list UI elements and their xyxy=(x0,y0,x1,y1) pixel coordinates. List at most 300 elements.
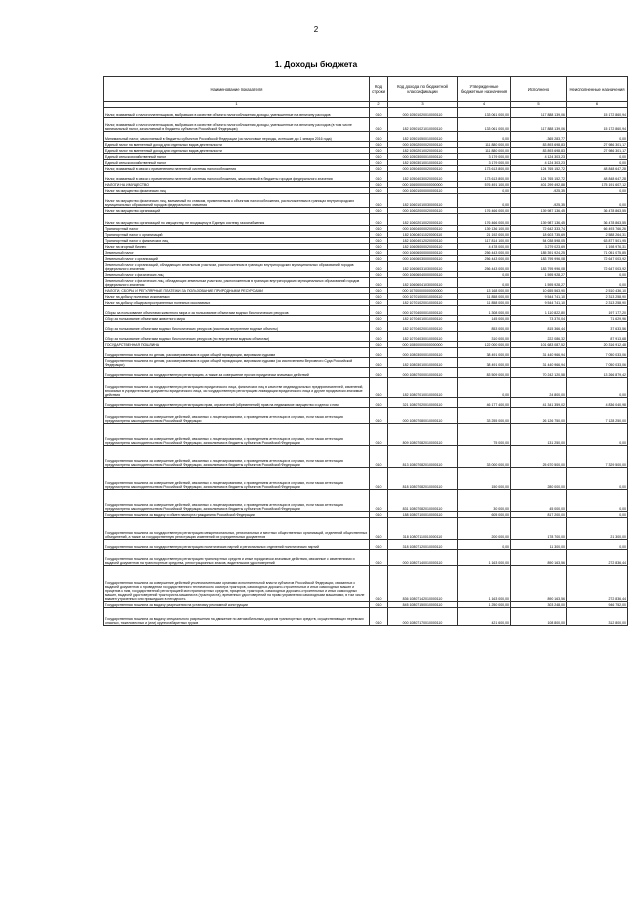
row-executed: 817 200,00 xyxy=(511,512,567,518)
row-executed: -365 283,77 xyxy=(511,132,567,142)
row-budget-code: 182 10704020010000110 xyxy=(388,322,458,332)
row-name: Земельный налог с организаций, обладающих земельным участком, расположенным в границах внутригородских муниципальных образований городов федерального значения xyxy=(104,262,370,272)
row-executed: 24 800,00 xyxy=(511,378,567,398)
row-name: Государственная пошлина за государственную регистрацию прав, ограничений (обременений) прав на недвижимое имущество и сделок с ним xyxy=(104,398,370,408)
row-unexecuted: 21 300,00 xyxy=(567,518,628,540)
table-body xyxy=(104,108,628,626)
row-approved: 1 163 000,00 xyxy=(458,550,511,566)
row-line-code: 010 xyxy=(370,154,388,160)
row-approved: 576 491 100,00 xyxy=(458,182,511,188)
row-budget-code: 000 10602000020000110 xyxy=(388,208,458,214)
row-executed: 117 888 139,06 xyxy=(511,118,567,132)
row-budget-code: 182 10605000020000110 xyxy=(388,244,458,250)
row-budget-code: 000 10606040000000110 xyxy=(388,272,458,278)
row-unexecuted: 175 191 607,12 xyxy=(567,182,628,188)
col-number: 6 xyxy=(567,102,628,108)
row-budget-code: 000 10503000010000110 xyxy=(388,154,458,160)
row-name: Единый налог на вмененный доход для отдельных видов деятельности xyxy=(104,148,370,154)
row-line-code: 010 xyxy=(370,288,388,294)
row-name: Налог на добычу общераспространенных полезных ископаемых xyxy=(104,300,370,306)
row-line-code: 010 xyxy=(370,166,388,172)
row-line-code: 010 xyxy=(370,332,388,342)
row-executed: 25 670 500,00 xyxy=(511,446,567,468)
row-unexecuted: 15 172 860,94 xyxy=(567,108,628,118)
col-number: 2 xyxy=(370,102,388,108)
col-number: 1 xyxy=(104,102,370,108)
row-line-code: 010 xyxy=(370,256,388,262)
row-approved: 38 491 000,00 xyxy=(458,348,511,358)
row-approved: 150 000,00 xyxy=(458,468,511,490)
row-approved: 33 255 000,00 xyxy=(458,408,511,424)
table-row xyxy=(104,424,628,446)
row-line-code: 010 xyxy=(370,378,388,398)
row-line-code: 010 xyxy=(370,550,388,566)
row-approved: 11 858 000,00 xyxy=(458,294,511,300)
row-approved: 0,00 xyxy=(458,272,511,278)
row-unexecuted: 71 629,96 xyxy=(567,316,628,322)
row-line-code: 010 xyxy=(370,188,388,194)
row-executed: 1 110 822,80 xyxy=(511,306,567,316)
row-approved: 33 000 000,00 xyxy=(458,446,511,468)
row-executed: 101 683 087,52 xyxy=(511,342,567,348)
row-line-code: 010 xyxy=(370,132,388,142)
table-row xyxy=(104,408,628,424)
row-name: Государственная пошлина за совершение действий, связанных с лицензированием, с проведением аттестации в случаях, если такая аттестация предусмотрена законодательством Российской Федерации, зачисляемая в бюджеты субъектов Российской Федерации xyxy=(104,446,370,468)
row-name: Государственная пошлина за совершение действий, связанных с лицензированием, с проведением аттестации в случаях, если такая аттестация предусмотрена законодательством Российской Федерации, зачисляемая в бюджеты субъектов Российской Федерации xyxy=(104,424,370,446)
row-executed: 815 366,44 xyxy=(511,322,567,332)
row-name: Государственная пошлина за государственную регистрацию юридического лица, физических лиц в качестве индивидуальных предпринимателей, изменений, вносимых в учредительные документы юридического лица, за государственную регистрацию ликвидации юридического лица и другие юридически значимые действия xyxy=(104,378,370,398)
row-budget-code: 182 10803010010000110 xyxy=(388,358,458,368)
row-budget-code: 000 10502000020000110 xyxy=(388,142,458,148)
row-line-code: 010 xyxy=(370,566,388,602)
row-budget-code: 000 10807080010000110 xyxy=(388,408,458,424)
row-name: Транспортный налог с физических лиц xyxy=(104,238,370,244)
row-executed: 10 655 563,90 xyxy=(511,288,567,294)
row-budget-code: 321 10807020010000110 xyxy=(388,398,458,408)
row-name: Государственная пошлина по делам, рассматриваемым в судах общей юрисдикции, мировыми судьями xyxy=(104,348,370,358)
row-budget-code: 000 10701000010000110 xyxy=(388,294,458,300)
row-line-code: 010 xyxy=(370,518,388,540)
row-name: Государственная пошлина за совершение действий уполномоченными органами исполнительной власти субъектов Российской Федерации, связанных с выдачей документов о проведении государственного технического осмотра тракторов, самоходных дорожно-строительных и иных самоходных машин и прицепов к ним, государственной регистрацией мототранспортных средств, прицепов, тракторов, самоходных дорожно-строительных и иных самоходных машин, выдачей удостоверений тракториста-машиниста (тракториста), временных удостоверений на право управления самоходными машинами, в том числе взамен утраченных или пришедших в негодность xyxy=(104,566,370,602)
row-executed: 72 642 333,74 xyxy=(511,226,567,232)
row-budget-code: 818 10807082010000110 xyxy=(388,468,458,490)
row-name: Налог, взимаемый с налогоплательщиков, выбравших в качестве объекта налогообложения доходы, уменьшенные на величину расходов (в том числе минимальный налог, зачисляемый в бюджеты субъектов Российской Федерации) xyxy=(104,118,370,132)
row-line-code: 010 xyxy=(370,238,388,244)
row-approved: 133 061 000,00 xyxy=(458,108,511,118)
row-unexecuted: 2 313 258,90 xyxy=(567,294,628,300)
table-row xyxy=(104,378,628,398)
row-name: Налог, взимаемый в связи с применением патентной системы налогообложения, зачисляемый в бюджеты городов федерального значения xyxy=(104,172,370,182)
row-unexecuted: 48 848 647,28 xyxy=(567,172,628,182)
row-executed: 890 163,56 xyxy=(511,566,567,602)
row-approved: 1 163 000,00 xyxy=(458,566,511,602)
table-row xyxy=(104,194,628,208)
row-budget-code: 182 10504030020000110 xyxy=(388,172,458,182)
row-line-code: 010 xyxy=(370,608,388,626)
row-executed: 31 440 966,94 xyxy=(511,358,567,368)
row-budget-code: 000 10600000000000000 xyxy=(388,182,458,188)
row-approved: 133 061 000,00 xyxy=(458,118,511,132)
row-line-code: 010 xyxy=(370,244,388,250)
row-executed: 70 242 120,58 xyxy=(511,368,567,378)
row-line-code: 010 xyxy=(370,208,388,214)
row-approved: 13 168 000,00 xyxy=(458,288,511,294)
row-unexecuted: 0,00 xyxy=(567,540,628,550)
col-number: 5 xyxy=(511,102,567,108)
table-row xyxy=(104,446,628,468)
row-name: Государственная пошлина за совершение действий, связанных с лицензированием, с проведением аттестации в случаях, если такая аттестация предусмотрена законодательством Российской Федерации, зачисляемая в бюджеты субъектов Российской Федерации xyxy=(104,468,370,490)
row-name: Сборы за пользование объектами животного мира и за пользование объектами водных биологических ресурсов xyxy=(104,306,370,316)
row-unexecuted: 0,00 xyxy=(567,468,628,490)
row-executed: 185 391 924,25 xyxy=(511,250,567,256)
row-executed: 303 248,00 xyxy=(511,602,567,608)
row-approved: 421 600,00 xyxy=(458,608,511,626)
row-name: Налог, взимаемый с налогоплательщиков, выбравших в качестве объекта налогообложения доходы, уменьшенные на величину расходов xyxy=(104,108,370,118)
row-approved: 4 478 000,00 xyxy=(458,244,511,250)
row-name: Земельный налог с организаций xyxy=(104,256,370,262)
table-row xyxy=(104,608,628,626)
row-name: Единый сельскохозяйственный налог xyxy=(104,154,370,160)
row-budget-code: 836 10807142010000110 xyxy=(388,566,458,602)
row-budget-code: 000 10807000010000110 xyxy=(388,368,458,378)
row-budget-code: 188 10807100010000110 xyxy=(388,512,458,518)
table-row xyxy=(104,550,628,566)
row-name: Государственная пошлина за государственную регистрацию, а также за совершение прочих юридически значимых действий xyxy=(104,368,370,378)
row-unexecuted: 7 050 033,06 xyxy=(567,358,628,368)
table-row xyxy=(104,332,628,342)
row-approved: 0,00 xyxy=(458,278,511,288)
row-budget-code: 831 10807082010000110 xyxy=(388,490,458,512)
row-name: Государственная пошлина за государственную регистрацию политических партий и региональных отделений политических партий xyxy=(104,540,370,550)
row-line-code: 010 xyxy=(370,108,388,118)
row-budget-code: 182 10704010010000110 xyxy=(388,316,458,322)
row-unexecuted: 312 800,00 xyxy=(567,608,628,626)
row-unexecuted: 0,00 xyxy=(567,512,628,518)
row-budget-code: 182 10604011020000110 xyxy=(388,232,458,238)
row-unexecuted: 72 647 003,92 xyxy=(567,262,628,272)
table-row xyxy=(104,172,628,182)
row-budget-code: 318 10807110010000110 xyxy=(388,518,458,540)
row-executed: 4 124 303,23 xyxy=(511,154,567,160)
row-approved: 46 177 400,00 xyxy=(458,398,511,408)
row-approved: 145 000,00 xyxy=(458,316,511,322)
row-budget-code: 182 10604012020000110 xyxy=(388,238,458,244)
row-unexecuted: 63 877 501,95 xyxy=(567,238,628,244)
row-budget-code: 182 10502010020000110 xyxy=(388,148,458,154)
table-row xyxy=(104,348,628,358)
row-approved: 21 192 000,00 xyxy=(458,232,511,238)
row-executed: 1 595 928,27 xyxy=(511,272,567,278)
row-name: Государственная пошлина за выдачу специального разрешения на движение по автомобильным дорогам транспортных средств, осуществляющих перевозки опасных, тяжеловесных и (или) крупногабаритных грузов xyxy=(104,608,370,626)
row-approved: 0,00 xyxy=(458,132,511,142)
row-executed: 183 795 996,08 xyxy=(511,256,567,262)
row-executed: -925,35 xyxy=(511,194,567,208)
row-name: НАЛОГИ, СБОРЫ И РЕГУЛЯРНЫЕ ПЛАТЕЖИ ЗА ПОЛЬЗОВАНИЕ ПРИРОДНЫМИ РЕСУРСАМИ xyxy=(104,288,370,294)
row-executed: 1 595 928,27 xyxy=(511,278,567,288)
row-executed: 45 000,00 xyxy=(511,490,567,512)
row-approved: 853 000,00 xyxy=(458,322,511,332)
row-unexecuted: 4 836 040,98 xyxy=(567,398,628,408)
row-executed: 117 888 139,06 xyxy=(511,108,567,118)
row-unexecuted: 0,00 xyxy=(567,278,628,288)
row-executed: 73 370,04 xyxy=(511,316,567,322)
row-unexecuted: 72 647 003,92 xyxy=(567,256,628,262)
row-budget-code: 000 10501020010000110 xyxy=(388,108,458,118)
row-name: Государственная пошлина за совершение действий, связанных с лицензированием, с проведением аттестации в случаях, если такая аттестация предусмотрена законодательством Российской Федерации, зачисляемая в бюджеты субъектов Российской Федерации xyxy=(104,490,370,512)
row-line-code: 010 xyxy=(370,322,388,332)
row-executed: 131 250,00 xyxy=(511,424,567,446)
row-line-code: 010 xyxy=(370,408,388,424)
row-name: Сбор за пользование объектами животного мира xyxy=(104,316,370,322)
row-unexecuted: 272 836,44 xyxy=(567,550,628,566)
row-line-code: 010 xyxy=(370,348,388,358)
row-unexecuted: 1 198 976,31 xyxy=(567,244,628,250)
row-unexecuted: 197 177,20 xyxy=(567,306,628,316)
table-header-row xyxy=(104,77,628,102)
row-budget-code: 182 10501050010000110 xyxy=(388,132,458,142)
col-number: 3 xyxy=(388,102,458,108)
row-executed: 26 126 750,00 xyxy=(511,408,567,424)
row-unexecuted: 2 510 436,10 xyxy=(567,288,628,294)
table-row xyxy=(104,468,628,490)
row-unexecuted: 36 478 863,55 xyxy=(567,214,628,226)
row-line-code: 010 xyxy=(370,262,388,272)
row-budget-code: 000 10700000000000000 xyxy=(388,288,458,294)
row-line-code: 010 xyxy=(370,398,388,408)
row-approved: 173 613 800,00 xyxy=(458,172,511,182)
row-name: Минимальный налог, зачисляемый в бюджеты субъектов Российской Федерации (за налоговые периоды, истекшие до 1 января 2016 года) xyxy=(104,132,370,142)
row-approved: 0,00 xyxy=(458,188,511,194)
row-executed: 401 299 492,88 xyxy=(511,182,567,188)
table-row xyxy=(104,306,628,316)
row-unexecuted: 0,00 xyxy=(567,160,628,166)
row-approved: 1 308 000,00 xyxy=(458,306,511,316)
row-unexecuted: 48 848 647,28 xyxy=(567,166,628,172)
row-line-code: 010 xyxy=(370,294,388,300)
row-approved: 11 858 000,00 xyxy=(458,300,511,306)
row-approved: 3 179 000,00 xyxy=(458,154,511,160)
row-approved: 117 814 100,00 xyxy=(458,238,511,244)
row-executed: 18 603 735,69 xyxy=(511,232,567,238)
row-executed: 222 086,32 xyxy=(511,332,567,342)
row-unexecuted: 0,00 xyxy=(567,154,628,160)
row-executed: 83 893 698,83 xyxy=(511,148,567,154)
row-approved: 0,00 xyxy=(458,194,511,208)
row-unexecuted: 7 050 033,06 xyxy=(567,348,628,358)
row-executed: 54 038 598,05 xyxy=(511,238,567,244)
row-budget-code: 000 10504000020000110 xyxy=(388,166,458,172)
table-row xyxy=(104,490,628,512)
row-executed: 4 124 303,23 xyxy=(511,160,567,166)
row-budget-code: 182 10602010020000110 xyxy=(388,214,458,226)
row-budget-code: 845 10807150010000110 xyxy=(388,602,458,608)
row-name: Государственная пошлина за государственную регистрацию межрегиональных, региональных и местных общественных организаций, отделений общественных объединений, а также за государственную регистрацию изменений их учредительных документов xyxy=(104,518,370,540)
row-approved: 310 000,00 xyxy=(458,332,511,342)
revenue-table xyxy=(103,76,628,626)
row-line-code: 010 xyxy=(370,490,388,512)
row-line-code: 010 xyxy=(370,358,388,368)
row-line-code: 010 xyxy=(370,446,388,468)
row-name: Государственная пошлина за выдачу и обмен паспорта гражданина Российской Федерации xyxy=(104,512,370,518)
row-executed: 9 544 741,10 xyxy=(511,294,567,300)
row-unexecuted: 0,00 xyxy=(567,132,628,142)
col-header-line-code: Код строки xyxy=(370,77,388,102)
row-executed: 11 300,00 xyxy=(511,540,567,550)
row-budget-code: 182 10501021010000110 xyxy=(388,118,458,132)
col-header-budget-code: Код дохода по бюджетной классификации xyxy=(388,77,458,102)
row-budget-code: 813 10807082010000110 xyxy=(388,446,458,468)
table-row xyxy=(104,132,628,142)
row-name: Налог на имущество физических лиц, взимаемый по ставкам, применяемым к объектам налогообложения, расположенным в границах внутригородских муниципальных образований городов федерального значения xyxy=(104,194,370,208)
row-line-code: 010 xyxy=(370,118,388,132)
row-unexecuted: 7 329 500,00 xyxy=(567,446,628,468)
row-name: Сбор за пользование объектами водных биологических ресурсов (исключая внутренние водные объекты) xyxy=(104,322,370,332)
row-unexecuted: 13 266 879,42 xyxy=(567,368,628,378)
row-approved: 139 136 100,00 xyxy=(458,226,511,232)
table-row xyxy=(104,518,628,540)
row-budget-code: 182 10807010010000110 xyxy=(388,378,458,398)
row-budget-code: 182 10704030010000110 xyxy=(388,332,458,342)
row-budget-code: 000 10601000000000110 xyxy=(388,188,458,194)
row-approved: 38 491 000,00 xyxy=(458,358,511,368)
row-executed: 9 544 741,10 xyxy=(511,300,567,306)
row-line-code: 010 xyxy=(370,278,388,288)
row-line-code: 010 xyxy=(370,232,388,238)
row-budget-code: 182 10606031030000110 xyxy=(388,262,458,272)
row-approved: 256 443 000,00 xyxy=(458,256,511,262)
row-approved: 3 179 000,00 xyxy=(458,160,511,166)
row-name: Сбор за пользование объектами водных биологических ресурсов (по внутренним водным объектам) xyxy=(104,332,370,342)
table-row xyxy=(104,368,628,378)
row-unexecuted: 0,00 xyxy=(567,188,628,194)
row-budget-code: 000 10604000020000110 xyxy=(388,226,458,232)
row-name: Государственная пошлина по делам, рассматриваемым в судах общей юрисдикции, мировыми судьями (за исключением Верховного Суда Российской Федерации) xyxy=(104,358,370,368)
row-unexecuted: 0,00 xyxy=(567,194,628,208)
section-title: 1. Доходы бюджета xyxy=(274,59,358,69)
row-unexecuted: 27 986 301,17 xyxy=(567,142,628,148)
row-unexecuted: 272 836,44 xyxy=(567,566,628,602)
row-name: Государственная пошлина за совершение действий, связанных с лицензированием, с проведением аттестации в случаях, если такая аттестация предусмотрена законодательством Российской Федерации xyxy=(104,408,370,424)
row-executed: 280 000,00 xyxy=(511,468,567,490)
row-budget-code: 182 10503010010000110 xyxy=(388,160,458,166)
row-name: Земельный налог с физических лиц, обладающих земельным участком, расположенным в границах внутригородских муниципальных образований городов федерального значения xyxy=(104,278,370,288)
row-budget-code: 000 10606000000000110 xyxy=(388,250,458,256)
row-unexecuted: 0,00 xyxy=(567,490,628,512)
row-unexecuted: 0,00 xyxy=(567,424,628,446)
row-unexecuted: 0,00 xyxy=(567,272,628,278)
row-line-code: 010 xyxy=(370,182,388,188)
row-unexecuted: 71 051 075,85 xyxy=(567,250,628,256)
row-line-code: 010 xyxy=(370,300,388,306)
row-name: Государственная пошлина за государственную регистрацию транспортных средств и иные юридически значимые действия, связанные с изменениями и выдачей документов на транспортные средства, регистрационных знаков, водительских удостоверений xyxy=(104,550,370,566)
row-budget-code: 000 10807140010000110 xyxy=(388,550,458,566)
col-number: 4 xyxy=(458,102,511,108)
row-name: Транспортный налог xyxy=(104,226,370,232)
row-name: Земельный налог с физических лиц xyxy=(104,272,370,278)
table-row xyxy=(104,214,628,226)
row-name: Налог на имущество физических лиц xyxy=(104,188,370,194)
row-executed: 139 987 136,45 xyxy=(511,214,567,226)
table-row xyxy=(104,566,628,602)
row-budget-code: 182 10606041030000110 xyxy=(388,278,458,288)
table-row xyxy=(104,540,628,550)
row-name: ГОСУДАРСТВЕННАЯ ПОШЛИНА xyxy=(104,342,370,348)
row-unexecuted: 2 588 264,31 xyxy=(567,232,628,238)
row-unexecuted: 87 913,68 xyxy=(567,332,628,342)
row-unexecuted: 20 316 912,48 xyxy=(567,342,628,348)
row-approved: 1 250 000,00 xyxy=(458,602,511,608)
col-header-unexecuted: Неисполненные назначения xyxy=(567,77,628,102)
row-budget-code: 809 10807082010000110 xyxy=(388,424,458,446)
row-approved: 111 880 000,00 xyxy=(458,142,511,148)
row-line-code: 010 xyxy=(370,368,388,378)
row-line-code: 010 xyxy=(370,272,388,278)
row-budget-code: 000 10704000010000110 xyxy=(388,306,458,316)
row-name: Единый налог на вмененный доход для отдельных видов деятельности xyxy=(104,142,370,148)
row-line-code: 010 xyxy=(370,142,388,148)
row-unexecuted: 946 752,00 xyxy=(567,602,628,608)
row-name: Налог на имущество организаций по имуществу, не входящему в Единую систему газоснабжения xyxy=(104,214,370,226)
row-approved: 176 466 000,00 xyxy=(458,214,511,226)
row-line-code: 010 xyxy=(370,512,388,518)
row-unexecuted: 2 313 258,90 xyxy=(567,300,628,306)
row-line-code: 010 xyxy=(370,540,388,550)
row-unexecuted: 66 493 766,26 xyxy=(567,226,628,232)
col-header-executed: Исполнено xyxy=(511,77,567,102)
row-approved: 111 880 000,00 xyxy=(458,148,511,154)
row-unexecuted: 15 172 860,94 xyxy=(567,118,628,132)
row-approved: 122 000 000,00 xyxy=(458,342,511,348)
row-line-code: 010 xyxy=(370,342,388,348)
row-approved: 176 466 000,00 xyxy=(458,208,511,214)
row-approved: 605 000,00 xyxy=(458,512,511,518)
row-budget-code: 182 10701020010000110 xyxy=(388,300,458,306)
row-name: Транспортный налог с организаций xyxy=(104,232,370,238)
row-budget-code: 000 10606030000000110 xyxy=(388,256,458,262)
row-budget-code: 318 10807120010000110 xyxy=(388,540,458,550)
row-name: Налог на имущество организаций xyxy=(104,208,370,214)
row-line-code: 010 xyxy=(370,602,388,608)
row-approved: 30 000,00 xyxy=(458,490,511,512)
row-unexecuted: 36 478 863,55 xyxy=(567,208,628,214)
row-line-code: 010 xyxy=(370,468,388,490)
row-executed: 124 765 152,72 xyxy=(511,172,567,182)
row-line-code: 010 xyxy=(370,160,388,166)
row-approved: 0,00 xyxy=(458,378,511,398)
row-budget-code: 000 10807170010000110 xyxy=(388,608,458,626)
row-line-code: 010 xyxy=(370,306,388,316)
row-approved: 75 000,00 xyxy=(458,424,511,446)
row-executed: 41 341 359,02 xyxy=(511,398,567,408)
row-approved: 0,00 xyxy=(458,540,511,550)
row-line-code: 010 xyxy=(370,226,388,232)
row-executed: 183 795 996,08 xyxy=(511,262,567,272)
row-executed: 890 163,56 xyxy=(511,550,567,566)
table-row xyxy=(104,118,628,132)
row-executed: 139 987 136,45 xyxy=(511,208,567,214)
row-line-code: 010 xyxy=(370,194,388,208)
row-name: Налог на игорный бизнес xyxy=(104,244,370,250)
row-line-code: 010 xyxy=(370,214,388,226)
table-row xyxy=(104,358,628,368)
row-unexecuted: 0,00 xyxy=(567,378,628,398)
row-name: Государственная пошлина за выдачу разрешения на установку рекламной конструкции xyxy=(104,602,370,608)
row-executed: 31 440 966,94 xyxy=(511,348,567,358)
table-row xyxy=(104,262,628,272)
row-executed: 178 700,00 xyxy=(511,518,567,540)
row-unexecuted: 7 128 250,00 xyxy=(567,408,628,424)
row-executed: 83 893 698,83 xyxy=(511,142,567,148)
